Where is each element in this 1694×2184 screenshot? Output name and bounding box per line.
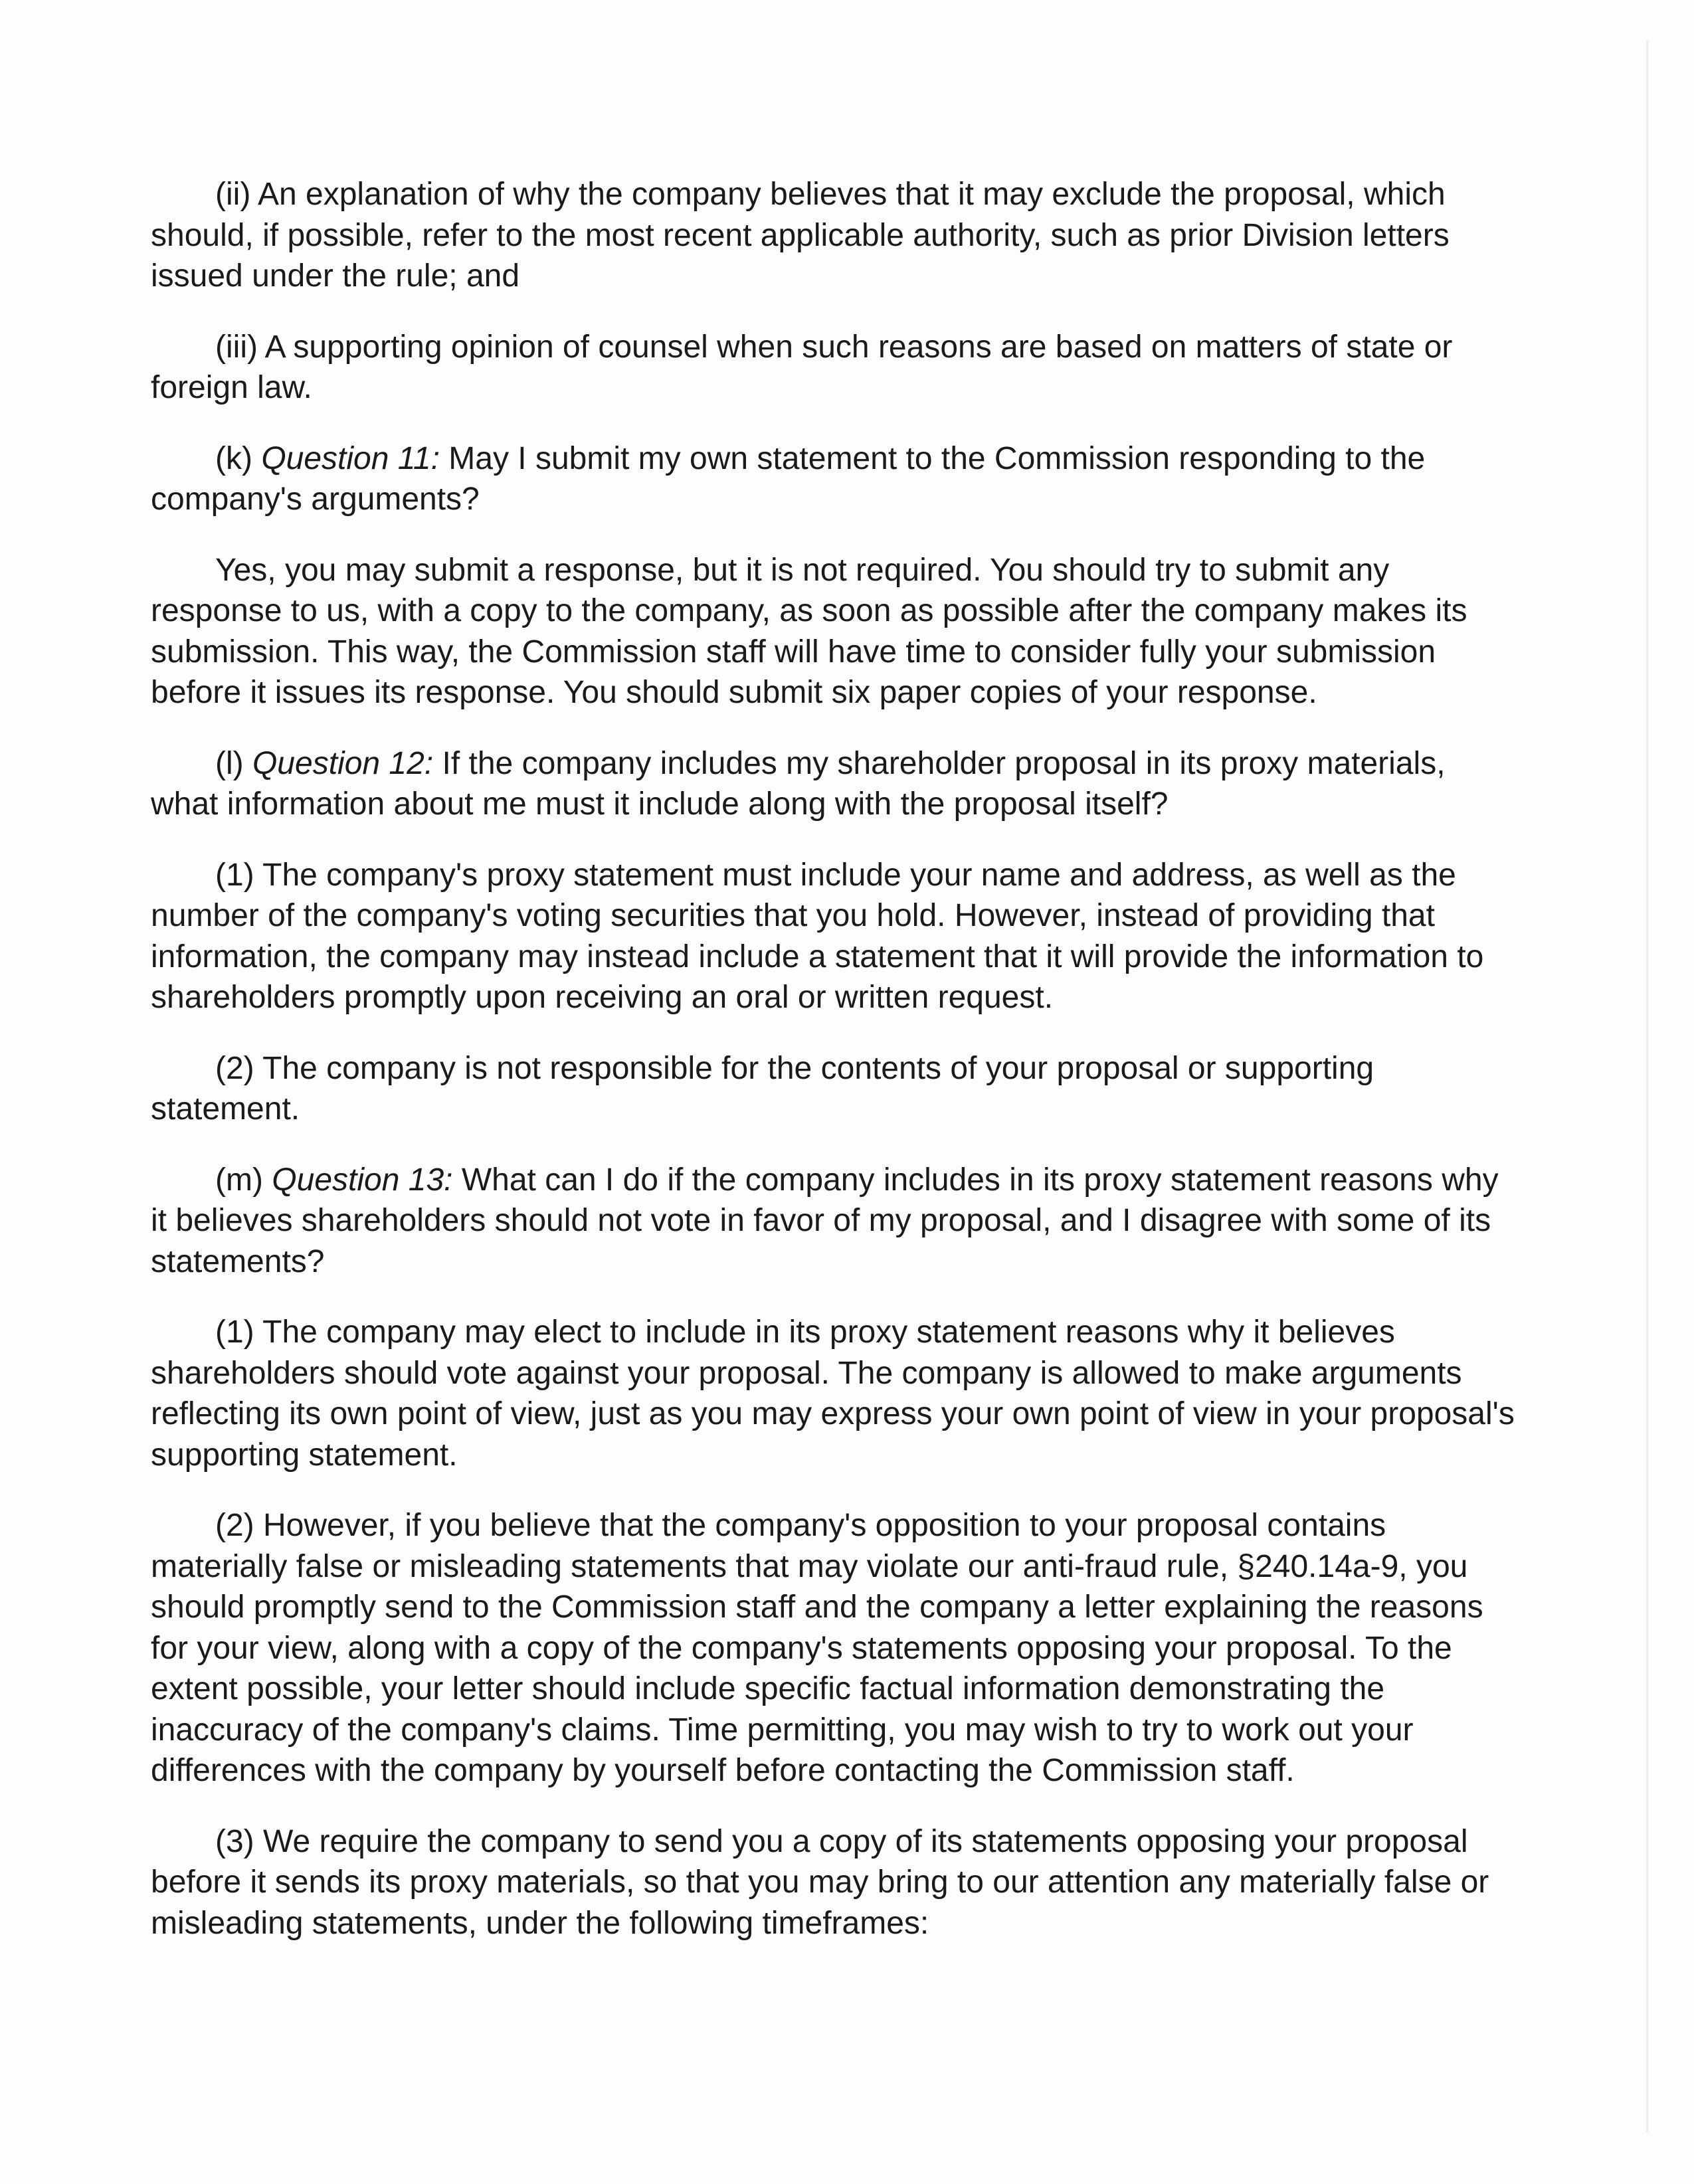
document-body	[151, 174, 1519, 1973]
paragraph-k-answer: Yes, you may submit a response, but it is not required. You should try to submit any response to us, with a copy to the company, as soon as possible after the company makes its submission. This way, the Commission staff will have time to consider fully your submission before it issues its response. You should submit six paper copies of your response.	[151, 552, 1467, 710]
paragraph-l-1: (1) The company's proxy statement must include your name and address, as well as the number of the company's voting securities that you hold. However, instead of providing that information, the company may instead include a statement that it will provide the information to shareholders promptly upon receiving an oral or written request.	[151, 857, 1484, 1015]
paragraph-m-question-13: (m) Question 13: What can I do if the company includes in its proxy statement reasons why it believes shareholders should not vote in favor of my proposal, and I disagree with some of its statements?	[151, 1162, 1499, 1279]
question-label: Question 13:	[272, 1162, 453, 1198]
question-label: Question 12:	[252, 745, 434, 781]
paragraph-l-question-12: (l) Question 12: If the company includes my shareholder proposal in its proxy materials, what information about me must it include along with the proposal itself?	[151, 745, 1446, 822]
paragraph-m-3: (3) We require the company to send you a copy of its statements opposing your proposal before it sends its proxy materials, so that you may bring to our attention any materially false or misleading statements, under the following timeframes:	[151, 1823, 1489, 1941]
paragraph-l-2: (2) The company is not responsible for the contents of your proposal or supporting statement.	[151, 1050, 1374, 1127]
paragraph-k-question-11: (k) Question 11: May I submit my own statement to the Commission responding to the company's arguments?	[151, 440, 1426, 517]
paragraph-iii-opinion-of-counsel: (iii) A supporting opinion of counsel when such reasons are based on matters of state or foreign law.	[151, 329, 1453, 405]
paragraph-m-1: (1) The company may elect to include in its proxy statement reasons why it believes shareholders should vote against your proposal. The company is allowed to make arguments reflecting its own point of view, just as you may express your own point of view in your proposal's supporting statement.	[151, 1315, 1515, 1473]
paragraph-m-2: (2) However, if you believe that the company's opposition to your proposal contains materially false or misleading statements that may violate our anti-fraud rule, §240.14a-9, you should promptly send to the Commission staff and the company a letter explaining the reasons for your view, along with a copy of the company's statements opposing your proposal. To the extent possible, your letter should include specific factual information demonstrating the inaccuracy of the company's claims. Time permitting, you may wish to try to work out your differences with the company by yourself before contacting the Commission staff.	[151, 1508, 1483, 1788]
paragraph-ii-explanation: (ii) An explanation of why the company believes that it may exclude the proposal, which should, if possible, refer to the most recent applicable authority, such as prior Division letters issued under the rule; and	[151, 177, 1450, 294]
scan-edge-shadow	[1646, 40, 1649, 2132]
question-label: Question 11:	[261, 440, 440, 476]
